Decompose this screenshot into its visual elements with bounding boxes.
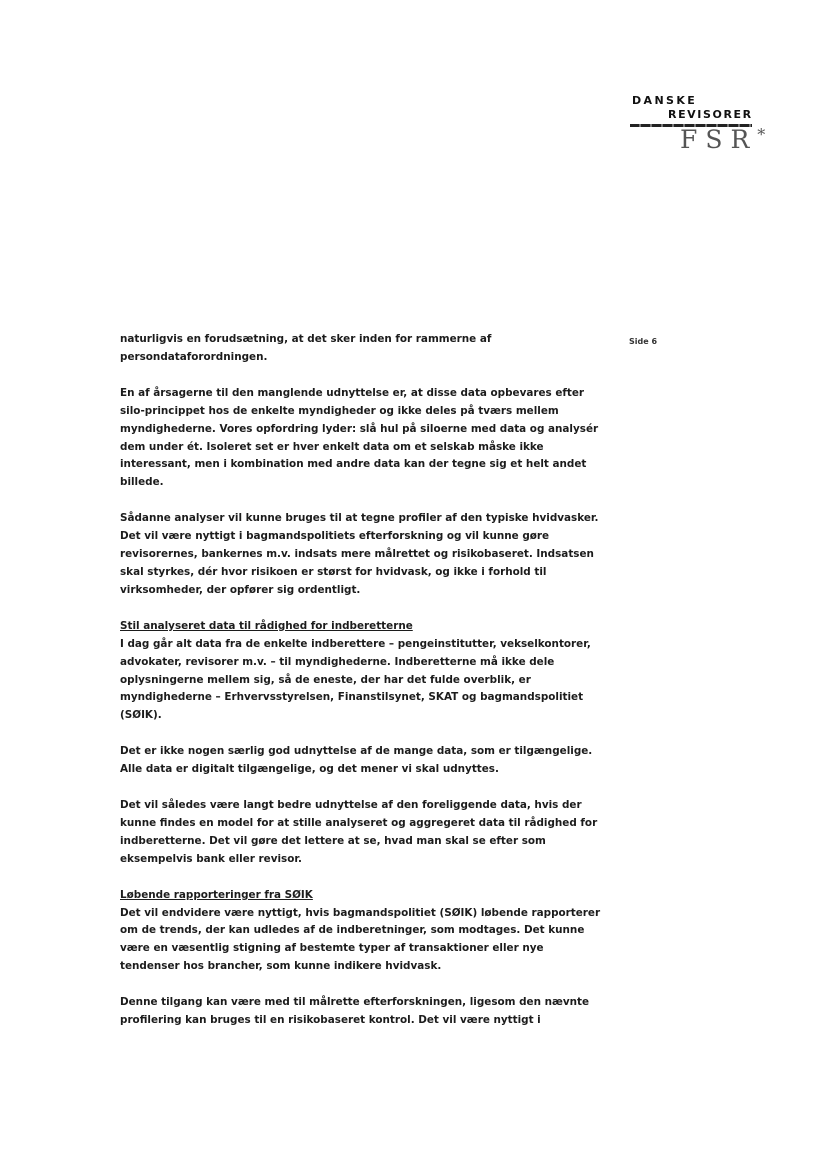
text-line: billede. [120, 476, 164, 489]
paragraph [120, 510, 600, 600]
text-line: være en væsentlig stigning af bestemte typer af transaktioner eller nye [120, 942, 544, 955]
text-line: En af årsagerne til den manglende udnyttelse er, at disse data opbevares efter [120, 386, 585, 399]
paragraph [120, 887, 600, 977]
section-heading: Stil analyseret data til rådighed for indberetterne [120, 619, 413, 632]
text-line: virksomheder, der opfører sig ordentligt. [120, 583, 361, 596]
text-line: om de trends, der kan udledes af de indberetninger, som modtages. Det kunne [120, 924, 585, 937]
paragraph [120, 743, 600, 779]
text-line: revisorernes, bankernes m.v. indsats mere målrettet og risikobaseret. Indsatsen [120, 548, 594, 561]
paragraph [120, 618, 600, 725]
text-line: indberetterne. Det vil gøre det lettere at se, hvad man skal se efter som [120, 834, 546, 847]
text-line: Det er ikke nogen særlig god udnyttelse af de mange data, som er tilgængelige. [120, 745, 593, 758]
logo-mark-fsr [680, 125, 765, 154]
text-line: kunne findes en model for at stille analyseret og aggregeret data til rådighed for [120, 816, 598, 829]
logo-text-danske: DANSKE [632, 94, 698, 107]
text-line: oplysningerne mellem sig, så de eneste, der har det fulde overblik, er [120, 673, 531, 686]
text-line: profilering kan bruges til en risikobaseret kontrol. Det vil være nyttigt i [120, 1014, 541, 1027]
text-line: naturligvis en forudsætning, at det sker inden for rammerne af [120, 333, 492, 345]
text-line: skal styrkes, dér hvor risikoen er størst for hvidvask, og ikke i forhold til [120, 565, 547, 578]
logo-mark-letters: FSR [680, 125, 758, 154]
text-line: advokater, revisorer m.v. – til myndighederne. Indberetterne må ikke dele [120, 655, 555, 668]
page-number: Side 6 [629, 337, 658, 346]
text-line: interessant, men i kombination med andre data kan der tegne sig et helt andet [120, 458, 587, 471]
text-line: persondataforordningen. [120, 350, 268, 363]
fsr-logo [628, 94, 766, 156]
text-line: Sådanne analyser vil kunne bruges til at tegne profiler af den typiske hvidvasker. [120, 512, 599, 525]
paragraph [120, 797, 600, 869]
text-line: Det vil endvidere være nyttigt, hvis bagmandspolitiet (SØIK) løbende rapporterer [120, 906, 601, 919]
text-line: dem under ét. Isoleret set er hver enkelt data om et selskab måske ikke [120, 440, 544, 453]
text-line: myndighederne. Vores opfordring lyder: slå hul på siloerne med data og analysér [120, 422, 599, 435]
section-heading: Løbende rapporteringer fra SØIK [120, 888, 313, 901]
text-line: Denne tilgang kan være med til målrette efterforskningen, ligesom den nævnte [120, 996, 590, 1009]
text-line: I dag går alt data fra de enkelte indberettere – pengeinstitutter, vekselkontorer, [120, 637, 591, 650]
logo-star-icon: * [757, 125, 766, 144]
text-line: Det vil således være langt bedre udnyttelse af den foreliggende data, hvis der [120, 799, 582, 812]
text-line: Det vil være nyttigt i bagmandspolitiets efterforskning og vil kunne gøre [120, 530, 550, 543]
document-body [120, 331, 600, 1048]
text-line: myndighederne – Erhvervsstyrelsen, Finanstilsynet, SKAT og bagmandspolitiet [120, 691, 584, 704]
text-line: tendenser hos brancher, som kunne indikere hvidvask. [120, 960, 442, 973]
text-line: Alle data er digitalt tilgængelige, og det mener vi skal udnyttes. [120, 763, 499, 776]
text-line: eksempelvis bank eller revisor. [120, 852, 302, 865]
paragraph [120, 994, 600, 1030]
paragraph [120, 385, 600, 492]
text-line: (SØIK). [120, 709, 162, 722]
text-line: silo-princippet hos de enkelte myndigheder og ikke deles på tværs mellem [120, 404, 559, 417]
paragraph [120, 331, 600, 367]
logo-text-revisorer: REVISORER [668, 108, 753, 121]
